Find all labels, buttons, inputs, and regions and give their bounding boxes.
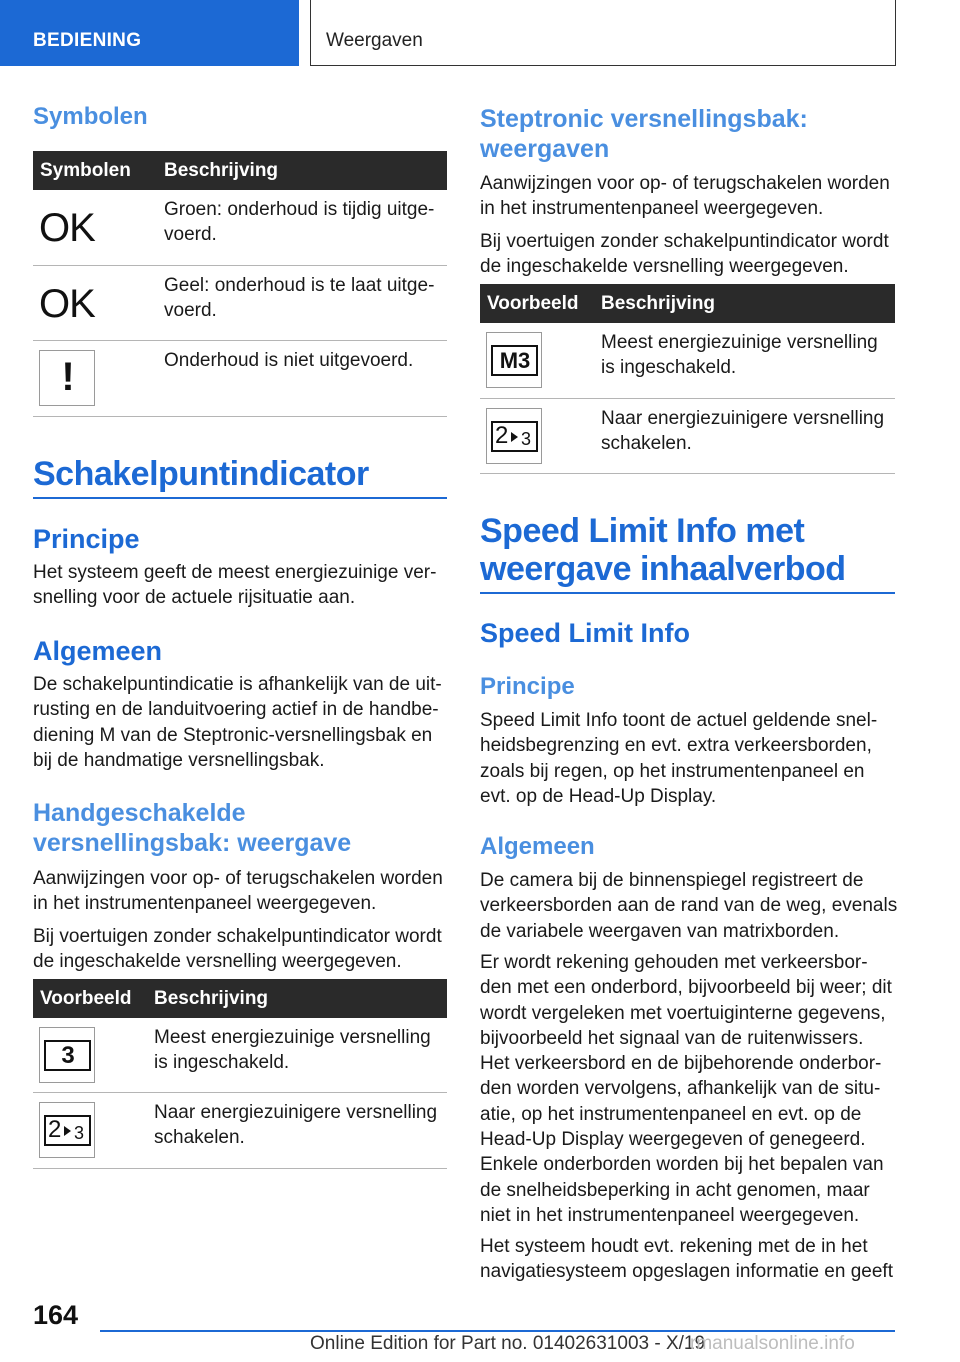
principe-heading: Principe <box>33 524 140 554</box>
row-description: Onderhoud is niet uitgevoerd. <box>164 350 414 371</box>
table-row <box>33 1018 447 1093</box>
title-rule <box>33 497 447 499</box>
col-header-example: Voorbeeld <box>40 988 132 1009</box>
algemeen-heading: Algemeen <box>480 833 595 860</box>
footer-rule <box>100 1330 895 1332</box>
principe-text: Het systeem geeft de meest energiezuinige ver- snelling voor de actuele rijsituatie aan. <box>33 562 437 609</box>
hand-heading: Handgeschakelde versnellingsbak: weergave <box>33 799 352 857</box>
row-description: Meest energiezuinige versnelling is ingeschakeld. <box>601 332 878 379</box>
principe-text: Speed Limit Info toont de actuel geldende snel- heidsbegrenzing en evt. extra verkeersborden, zoals bij regen, op het instrumentenpaneel en evt. op de Head-Up Display. <box>480 710 878 807</box>
col-header-description: Beschrijving <box>601 293 716 314</box>
section-tab <box>0 0 299 66</box>
gear-m3-icon: M3 <box>486 332 542 388</box>
chapter-box <box>310 0 896 66</box>
steptronic-text-2: Bij voertuigen zonder schakelpuntindicator wordt de ingeschakelde versnelling weergegeven. <box>480 231 889 278</box>
table-row <box>480 323 895 399</box>
row-description: Naar energiezuinigere versnelling schakelen. <box>601 408 885 455</box>
ok-green-icon: OK <box>39 206 95 250</box>
table-row <box>33 341 447 417</box>
col-header-symbol: Symbolen <box>40 160 131 181</box>
steptronic-heading: Steptronic versnellingsbak: weergaven <box>480 105 808 163</box>
title-rule <box>480 592 895 594</box>
upshift-2-to-3-icon: 2 3 <box>39 1102 95 1158</box>
schakel-title: Schakelpuntindicator <box>33 455 369 493</box>
principe-heading: Principe <box>480 673 575 700</box>
warning-exclamation-icon: ! <box>39 350 95 406</box>
row-description: Naar energiezuinigere versnelling schakelen. <box>154 1102 438 1149</box>
steptronic-table <box>480 284 895 474</box>
symbols-table <box>33 151 447 417</box>
algemeen-text-1: De camera bij de binnenspiegel registreert de verkeersborden aan de rand van de weg, evenals de variabele weergaven van matrixborden. <box>480 870 898 942</box>
table-row <box>33 190 447 266</box>
edition-text: Online Edition for Part no. 01402631003 - X/19 <box>310 1333 706 1354</box>
ok-yellow-icon: OK <box>39 282 95 326</box>
speedlimit-title: Speed Limit Info met weergave inhaalverbod <box>480 512 846 588</box>
steptronic-text-1: Aanwijzingen voor op- of terugschakelen worden in het instrumentenpaneel weergegeven. <box>480 173 890 220</box>
upshift-2-to-3-icon: 2 3 <box>486 408 542 464</box>
symbols-heading: Symbolen <box>33 103 148 130</box>
table-header <box>480 284 895 323</box>
table-row <box>33 266 447 341</box>
algemeen-text: De schakelpuntindicatie is afhankelijk van de uit- rusting en de landuitvoering actief in de handbe- diening M van de Steptronic-versnellingsbak en bij de handmatige versnellingsbak. <box>33 674 442 771</box>
page-number: 164 <box>33 1300 79 1330</box>
chapter-label: Weergaven <box>326 30 423 51</box>
hand-text-2: Bij voertuigen zonder schakelpuntindicator wordt de ingeschakelde versnelling weergegeven. <box>33 926 442 973</box>
row-description: Meest energiezuinige versnelling is ingeschakeld. <box>154 1027 431 1074</box>
table-row <box>480 399 895 474</box>
algemeen-text-2: Er wordt rekening gehouden met verkeersbor- den met een onderbord, bijvoorbeeld bij weer; dit wordt vergeleken met voertuiginterne gegevens, bijvoorbeeld het signaal van de ruitenwissers. Het verkeersbord en de bijbehorende onderbor- den worden vervolgens, afhankelijk van de situ- atie, op het instrumentenpaneel en evt. op de Head-Up Display weergegeven of genegeerd. Enkele onderborden worden bij het bepalen van de snelheidsbeperking in acht genomen, maar niet in het instrumentenpaneel weergegeven. <box>480 952 892 1226</box>
gear-3-icon: 3 <box>39 1027 95 1083</box>
hand-text-1: Aanwijzingen voor op- of terugschakelen worden in het instrumentenpaneel weergegeven. <box>33 868 443 915</box>
table-header <box>33 979 447 1018</box>
row-description: Groen: onderhoud is tijdig uitge- voerd. <box>164 199 435 246</box>
row-description: Geel: onderhoud is te laat uitge- voerd. <box>164 275 435 322</box>
col-header-description: Beschrijving <box>164 160 279 181</box>
section-label: BEDIENING <box>33 30 142 51</box>
algemeen-heading: Algemeen <box>33 636 163 666</box>
col-header-description: Beschrijving <box>154 988 269 1009</box>
table-header <box>33 151 447 190</box>
speedlimit-subheading: Speed Limit Info <box>480 618 691 648</box>
table-row <box>33 1093 447 1169</box>
algemeen-text-3: Het systeem houdt evt. rekening met de in het navigatiesysteem opgeslagen informatie en geeft <box>480 1236 893 1283</box>
hand-table <box>33 979 447 1169</box>
watermark: rmanualsonline.info <box>690 1333 855 1354</box>
col-header-example: Voorbeeld <box>487 293 579 314</box>
